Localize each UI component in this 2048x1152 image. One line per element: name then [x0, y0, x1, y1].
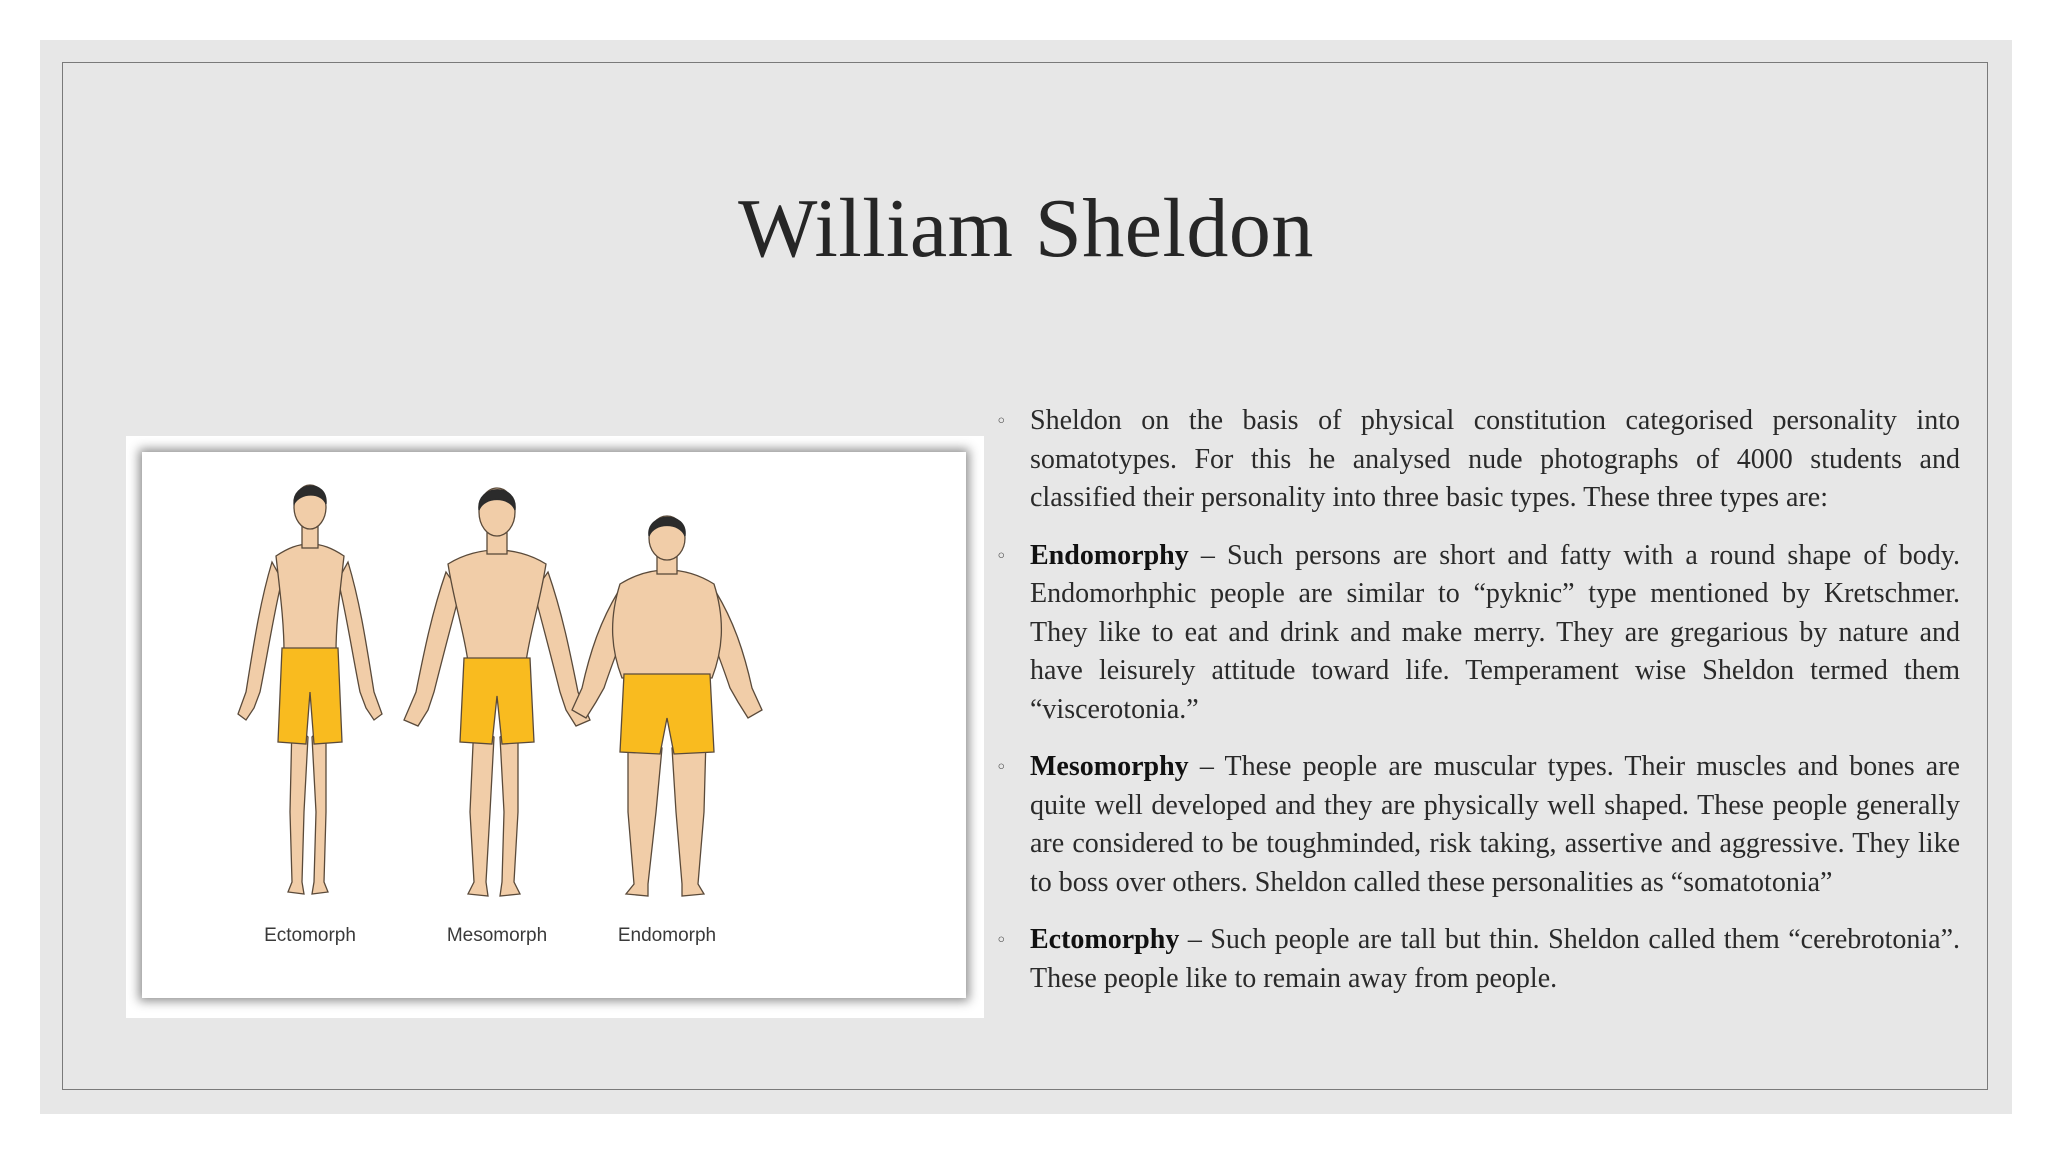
bullet-item-mesomorphy: [996, 748, 1960, 902]
bullet-list: [996, 402, 1960, 1017]
body-types-illustration: [142, 452, 966, 998]
mesomorph-label: Mesomorph: [446, 925, 548, 946]
bullet-separator: –: [1179, 924, 1211, 955]
mesomorph-figure: [404, 488, 590, 896]
bullet-item-ectomorphy: [996, 921, 1960, 998]
body-types-figure: [126, 436, 984, 1018]
slide-title: William Sheldon: [738, 182, 1314, 275]
figure-card: [142, 452, 966, 998]
bullet-item-intro: [996, 402, 1960, 518]
bullet-separator: –: [1188, 539, 1228, 571]
bullet-icon: ◦: [996, 411, 1007, 432]
bullet-item-endomorphy: [996, 537, 1960, 730]
endomorph-label: Endomorph: [617, 925, 717, 946]
bullet-text: Such people are tall but thin. Sheldon called them “cerebrotonia”. These people like to remain away from people.: [1030, 924, 1960, 994]
endomorph-figure: [572, 516, 762, 896]
slide: [40, 40, 2012, 1114]
bullet-icon: ◦: [996, 545, 1007, 567]
ectomorph-figure: [238, 485, 382, 894]
bullet-term: Endomorphy: [1030, 539, 1189, 571]
bullet-text: These people are muscular types. Their muscles and bones are quite well developed and they are physically well shaped. These people generally are considered to be toughminded, risk taking, assertive and aggressive. They like to boss over others. Sheldon called these personalities as “somatotonia”: [1030, 751, 1960, 898]
bullet-icon: ◦: [996, 757, 1007, 778]
bullet-term: Ectomorphy: [1030, 924, 1180, 955]
bullet-text: Sheldon on the basis of physical constitution categorised personality into somatotypes. For this he analysed nude photographs of 4000 students and classified their personality into three basic types. These three types are:: [1030, 405, 1960, 513]
bullet-text: Such persons are short and fatty with a round shape of body. Endomorhphic people are similar to “pyknic” type mentioned by Kretschmer. They like to eat and drink and make merry. They are gregarious by nature and have leisurely attitude toward life. Temperament wise Sheldon termed them “viscerotonia.”: [1030, 539, 1960, 725]
ectomorph-label: Ectomorph: [264, 925, 356, 946]
bullet-term: Mesomorphy: [1030, 751, 1189, 782]
bullet-separator: –: [1188, 751, 1225, 782]
bullet-icon: ◦: [996, 930, 1007, 951]
